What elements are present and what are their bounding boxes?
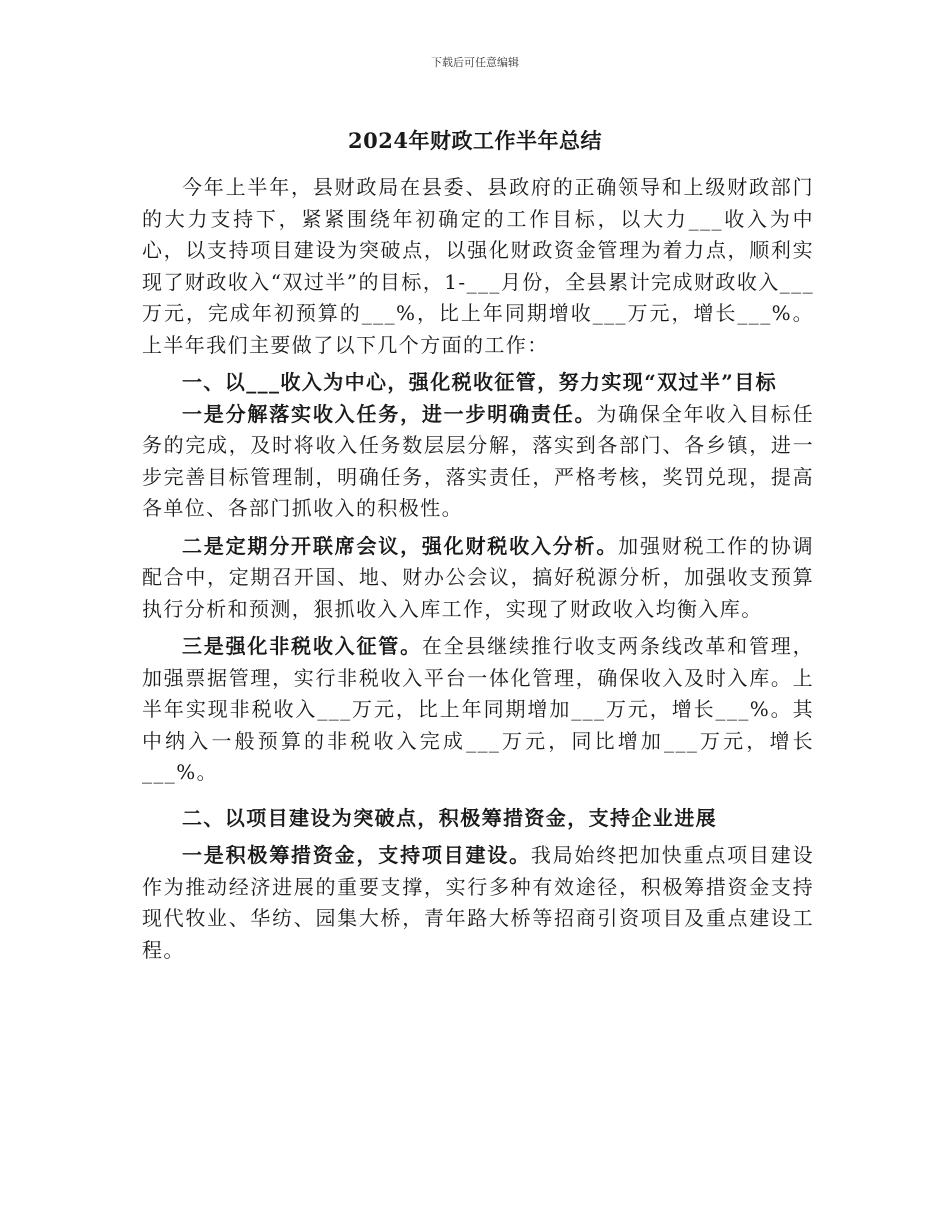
section-1-item-1-text: 为确保全年收入目标任务的完成，及时将收入任务数层层分解，落实到各部门、各乡镇，进一步完善目标管理制，明确任务，落实责任，严格考核，奖罚兑现，提高各单位、各部门抓收入的积极性。 <box>142 401 815 520</box>
section-2-heading: 二、以项目建设为突破点，积极筹措资金，支持企业进展 <box>182 805 717 830</box>
section-1-item-2-text: 加强财税工作的协调配合中，定期召开国、地、财办公会议，搞好税源分析，加强收支预算执行分析和预测，狠抓收入入库工作，实现了财政收入均衡入库。 <box>142 533 814 621</box>
document-body <box>142 172 814 966</box>
section-1-item-3 <box>142 631 814 789</box>
section-1-item-2 <box>142 531 814 626</box>
section-2-item-1-text: 我局始终把加快重点项目建设作为推动经济进展的重要支撑，实行多种有效途径，积极筹措资金支持现代牧业、华纺、园集大桥，青年路大桥等招商引资项目及重点建设工程。 <box>142 843 815 962</box>
section-1-item-2-lead: 二是定期分开联席会议，强化财税收入分析。 <box>182 533 619 558</box>
document-title: 2024年财政工作半年总结 <box>348 128 602 153</box>
section-1-item-1 <box>142 399 814 525</box>
intro-paragraph: 今年上半年，县财政局在县委、县政府的正确领导和上级财政部门的大力支持下，紧紧围绕年初确定的工作目标，以大力___收入为中心，以支持项目建设为突破点，以强化财政资金管理为着力点，顺利实现了财政收入“双过半”的目标，1-___月份，全县累计完成财政收入___万元，完成年初预算的___%，比上年同期增收___万元，增长___%。上半年我们主要做了以下几个方面的工作： <box>142 175 814 357</box>
section-1-heading: 一、以___收入为中心，强化税收征管，努力实现“双过半”目标 <box>182 370 778 394</box>
section-2-item-1 <box>142 840 814 966</box>
section-1-item-1-lead: 一是分解落实收入任务，进一步明确责任。 <box>182 401 597 426</box>
section-1-item-3-text: 在全县继续推行收支两条线改革和管理，加强票据管理，实行非税收入平台一体化管理，确保收入及时入库。上半年实现非税收入___万元，比上年同期增加___万元，增长___%。其中纳入一般预算的非税收入完成___万元，同比增加___万元，增长___%。 <box>142 634 814 784</box>
section-1-item-3-lead: 三是强化非税收入征管。 <box>182 634 422 658</box>
header-note: 下载后可任意编辑 <box>431 56 519 69</box>
section-2-item-1-lead: 一是积极筹措资金，支持项目建设。 <box>182 843 531 867</box>
